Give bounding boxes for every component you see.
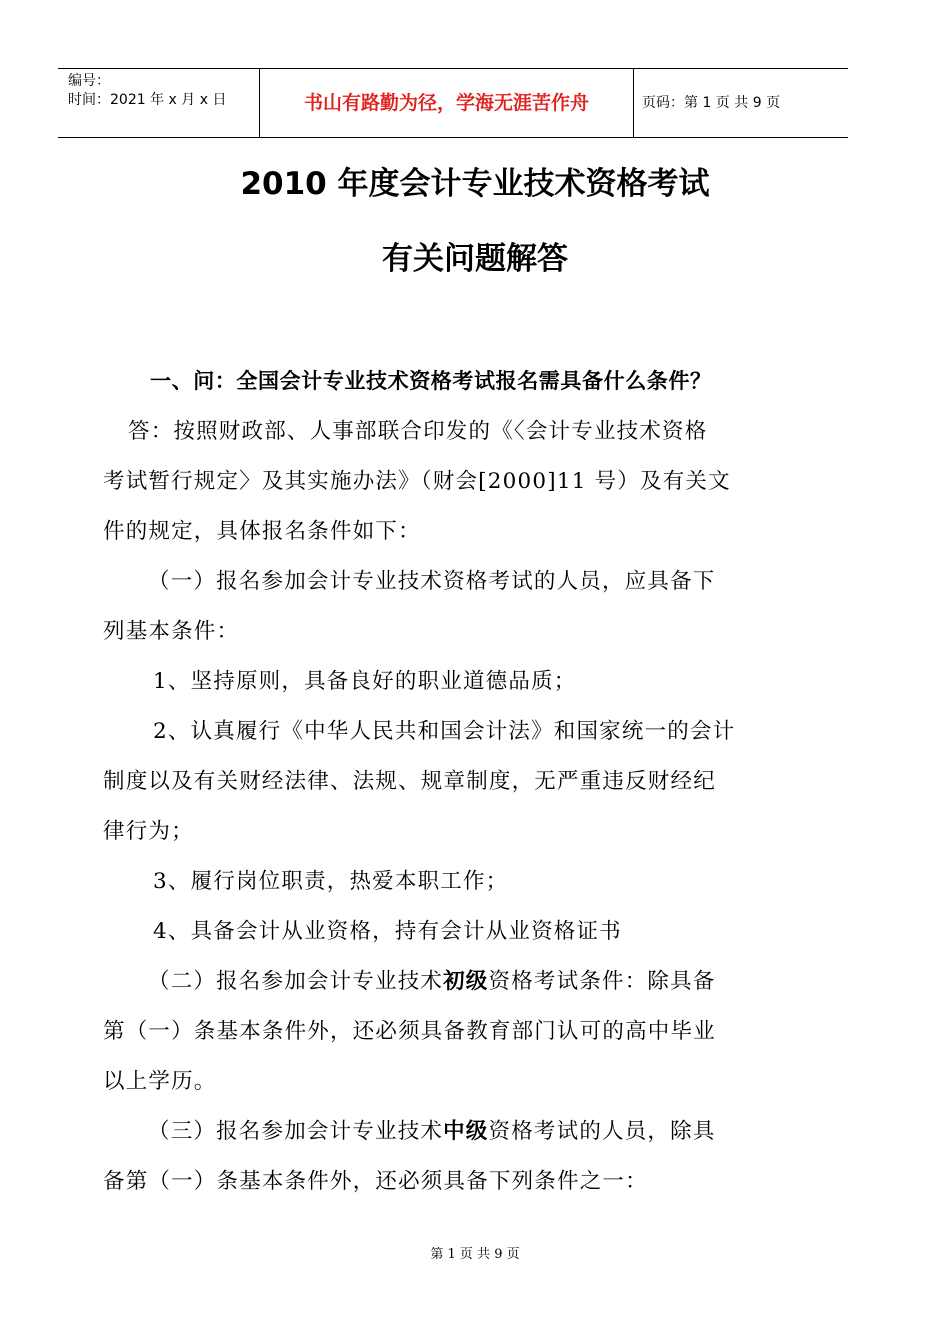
section-3-level: 中级 [443, 1119, 489, 1144]
condition-item-3: 3、履行岗位职责，热爱本职工作； [153, 869, 509, 894]
condition-item-2-line3: 律行为； [103, 819, 194, 844]
header-page-number: 页码：第 1 页 共 9 页 [642, 95, 781, 111]
document-number-label: 编号： [68, 73, 110, 89]
condition-item-2-line2: 制度以及有关财经法律、法规、规章制度，无严重违反财经纪 [103, 769, 716, 794]
section-2-line1 [148, 969, 716, 994]
answer-1-line1: 答：按照财政部、人事部联合印发的《〈会计专业技术资格 [128, 419, 708, 444]
question-1: 一、问：全国会计专业技术资格考试报名需具备什么条件？ [150, 369, 712, 393]
section-2-line2: 第（一）条基本条件外，还必须具备教育部门认可的高中毕业 [103, 1019, 716, 1044]
section-2-level: 初级 [443, 969, 489, 994]
header-page-cell [634, 69, 848, 137]
section-3-line2: 备第（一）条基本条件外，还必须具备下列条件之一： [103, 1169, 648, 1194]
document-title-line2: 有关问题解答 [382, 241, 568, 277]
header-meta-cell [58, 69, 260, 137]
page-header [58, 68, 848, 138]
document-date: 时间：2021 年 x 月 x 日 [68, 92, 227, 108]
section-2-line3: 以上学历。 [103, 1069, 217, 1094]
section-2-suffix: 资格考试条件：除具备 [488, 969, 716, 994]
page-footer: 第 1 页 共 9 页 [430, 1247, 520, 1262]
answer-1-line3: 件的规定，具体报名条件如下： [103, 519, 421, 544]
header-motto-cell [260, 69, 634, 137]
section-3-prefix: （三）报名参加会计专业技术 [148, 1119, 444, 1144]
section-3-line1 [148, 1119, 716, 1144]
answer-1-line2: 考试暂行规定〉及其实施办法》（财会[2000]11 号）及有关文 [103, 469, 731, 494]
condition-item-2-line1: 2、认真履行《中华人民共和国会计法》和国家统一的会计 [153, 719, 736, 744]
header-motto: 书山有路勤为径，学海无涯苦作舟 [303, 92, 589, 114]
condition-item-1: 1、坚持原则，具备良好的职业道德品质； [153, 669, 577, 694]
section-2-prefix: （二）报名参加会计专业技术 [148, 969, 444, 994]
section-1-line2: 列基本条件： [103, 619, 240, 644]
document-title-line1: 2010 年度会计专业技术资格考试 [240, 166, 710, 202]
condition-item-4: 4、具备会计从业资格，持有会计从业资格证书 [153, 919, 622, 944]
section-3-suffix: 资格考试的人员，除具 [488, 1119, 716, 1144]
section-1-line1: （一）报名参加会计专业技术资格考试的人员，应具备下 [148, 569, 716, 594]
